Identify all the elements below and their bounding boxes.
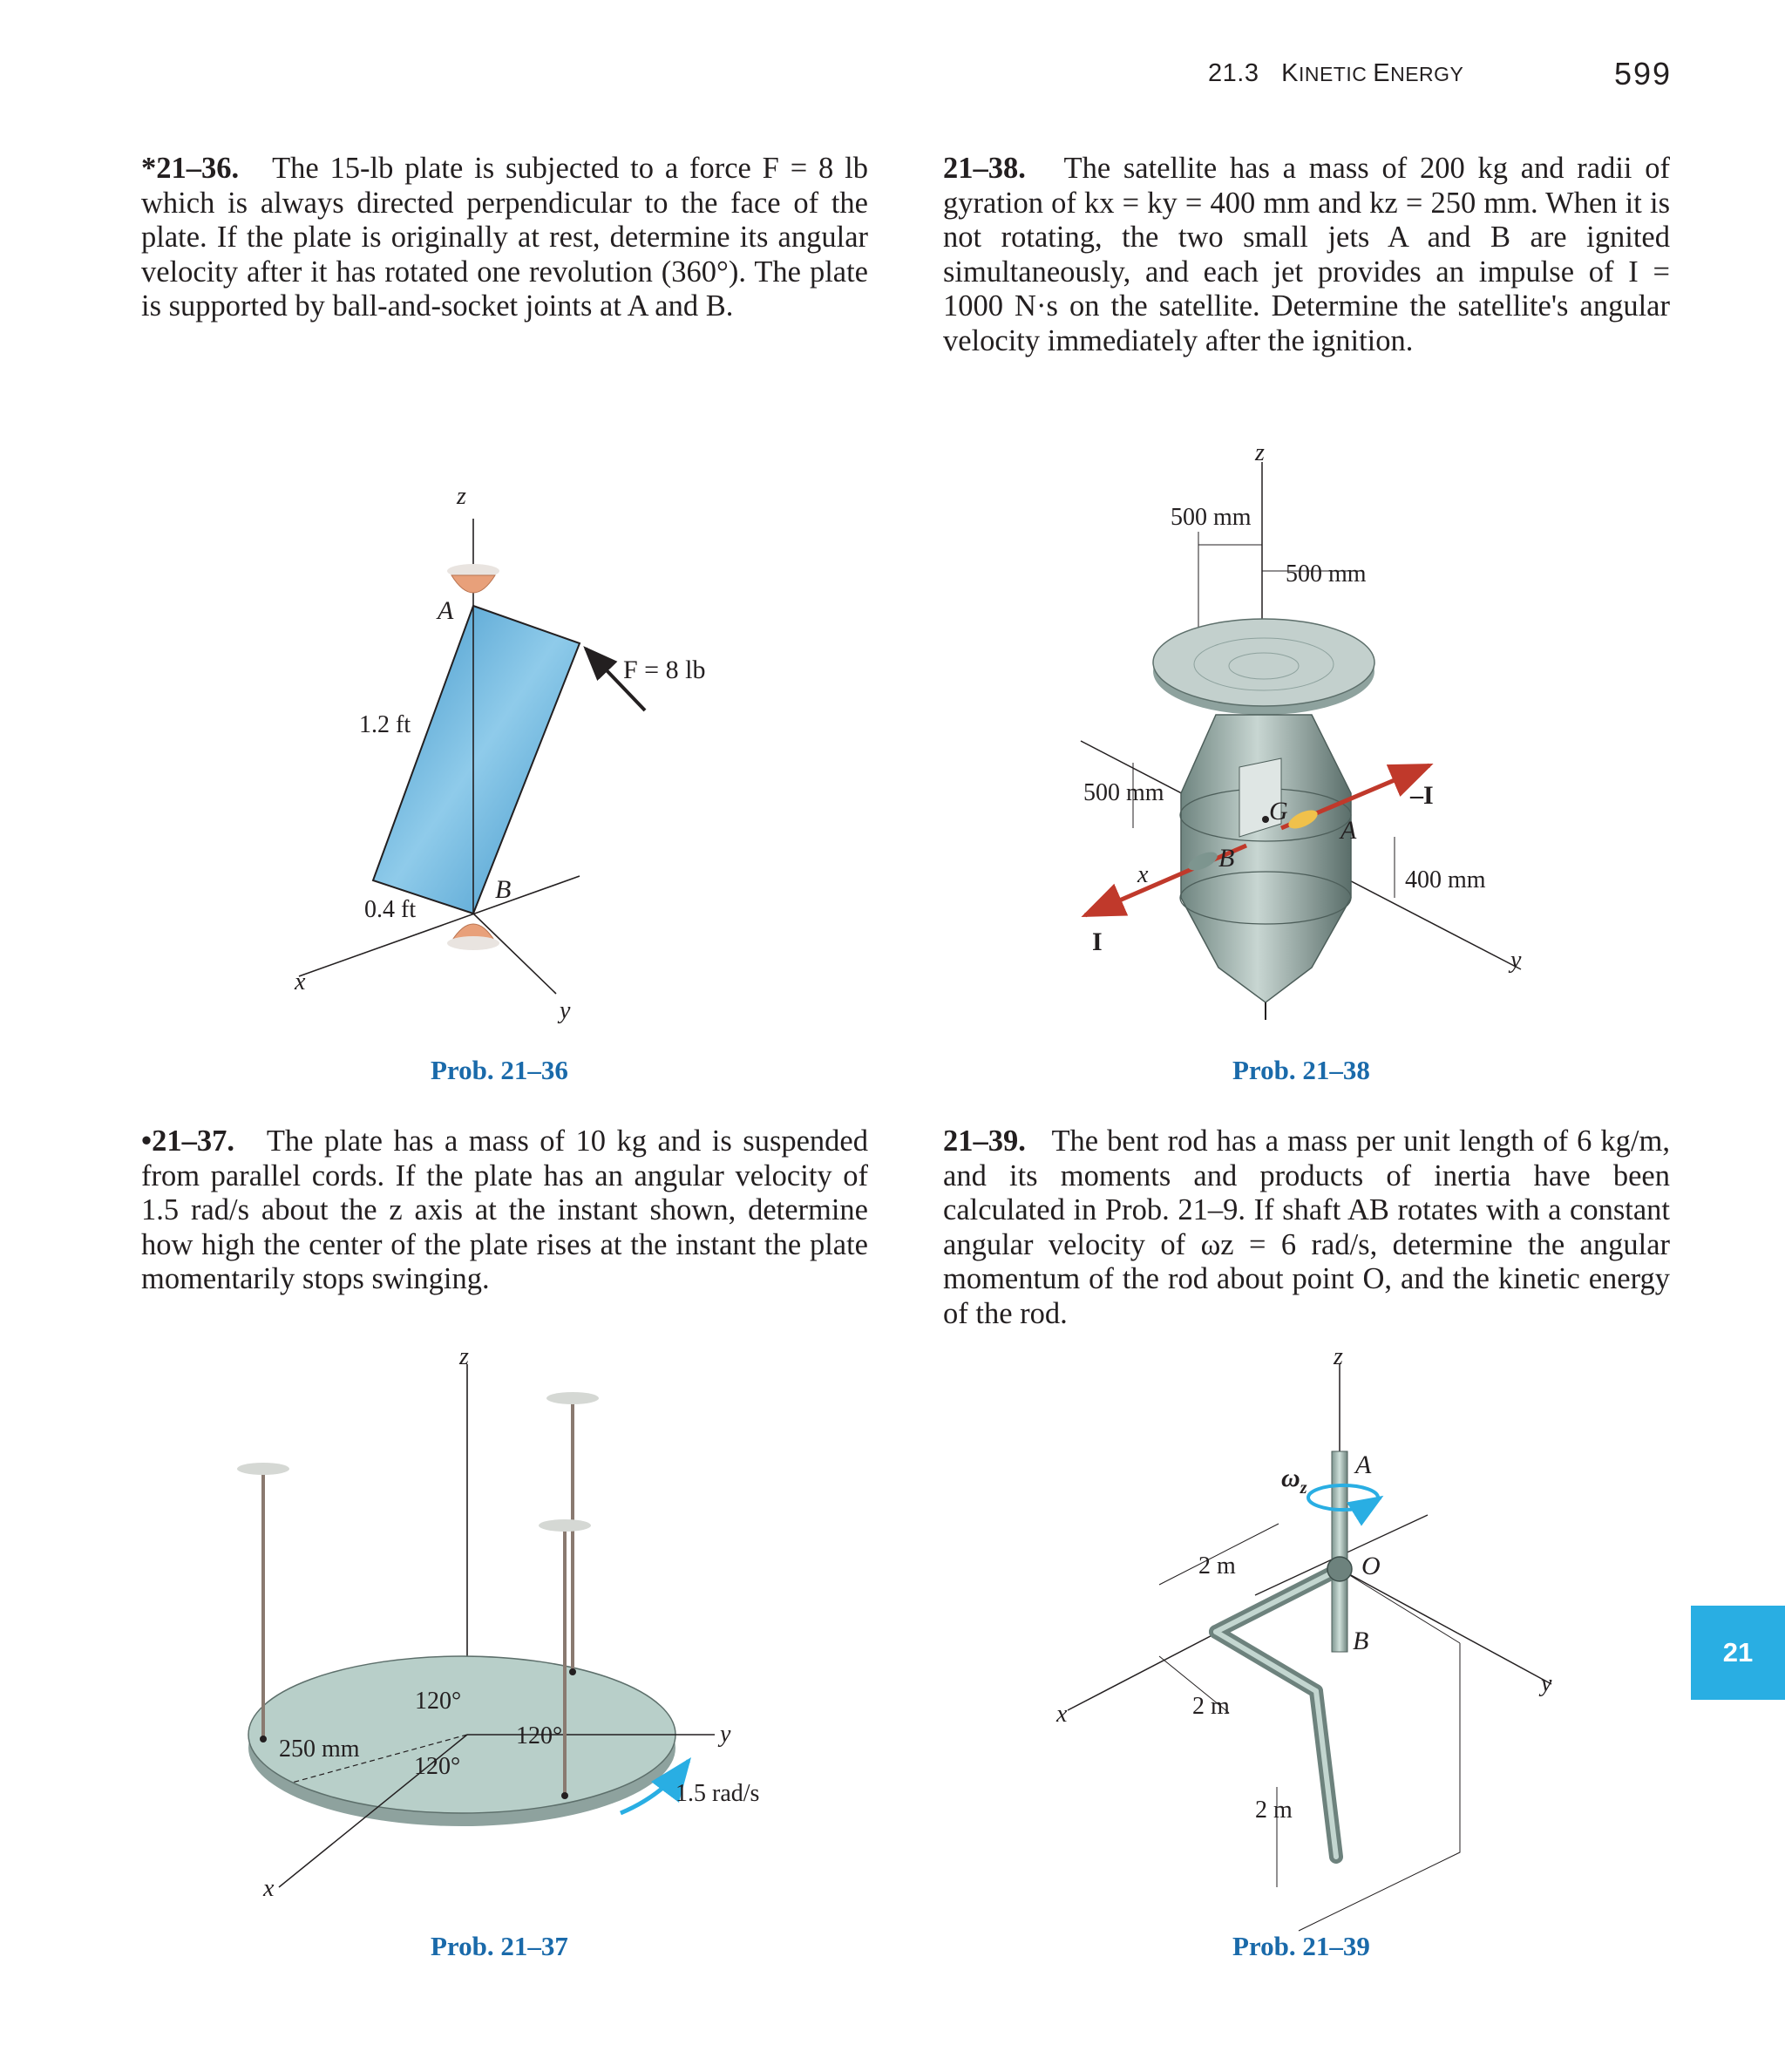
label-dim-top2: 500 mm — [1286, 560, 1367, 588]
label-dim-height: 400 mm — [1405, 866, 1486, 893]
label-omega — [1281, 1464, 1307, 1498]
page-number: 599 — [1614, 56, 1673, 92]
label-A: A — [438, 596, 454, 625]
attach-1 — [260, 1736, 267, 1743]
attach-2 — [569, 1668, 576, 1675]
label-angle3: 120° — [414, 1753, 461, 1780]
label-angle1: 120° — [415, 1688, 462, 1715]
label-impulse-pos: I — [1092, 927, 1103, 956]
label-B: B — [495, 875, 512, 904]
section-title-k: K — [1281, 59, 1299, 87]
label-x: x — [263, 1875, 275, 1902]
antenna-dish — [1153, 619, 1374, 706]
y-axis — [473, 914, 556, 994]
section-title-nergy: NERGY — [1390, 63, 1464, 85]
caption-21-36: Prob. 21–36 — [431, 1055, 568, 1085]
label-y: y — [1541, 1670, 1552, 1697]
hanger-2 — [546, 1392, 599, 1404]
label-x: x — [1056, 1701, 1068, 1728]
label-y: y — [720, 1721, 731, 1748]
shaft-AB — [1332, 1451, 1347, 1652]
label-angle2: 120° — [516, 1722, 563, 1749]
figure-21-38 — [1081, 439, 1522, 1020]
figure-21-39 — [1055, 1343, 1552, 1931]
section-title-e: E — [1373, 59, 1391, 87]
label-A: A — [1340, 816, 1357, 845]
attach-3 — [561, 1792, 568, 1799]
label-y: y — [560, 997, 571, 1024]
caption-21-38: Prob. 21–38 — [1232, 1055, 1370, 1085]
problem-text: The bent rod has a mass per unit length of 6 kg/m, and its moments and products of inertia have been calculated in Prob. 21–9. If shaft AB rotates with a constant angular velocity of ωz = 6 rad/s, determine the angular momentum of the rod about point O, and the kinetic energy of the rod. — [943, 1124, 1670, 1330]
chapter-tab: 21 — [1691, 1606, 1785, 1700]
hanger-1 — [237, 1463, 289, 1475]
section-number: 21.3 — [1208, 59, 1259, 87]
problem-text: The plate has a mass of 10 kg and is suspended from parallel cords. If the plate has an angular velocity of 1.5 rad/s about the z axis at the instant shown, determine how high the center of the plate rises at the instant the plate momentarily stops swinging. — [141, 1124, 868, 1296]
label-len3: 2 m — [1255, 1797, 1293, 1824]
label-dim-top: 500 mm — [1171, 504, 1252, 531]
label-x: x — [1137, 861, 1149, 888]
label-B: B — [1353, 1627, 1369, 1655]
omega-symbol: ω — [1281, 1464, 1300, 1492]
label-x: x — [295, 968, 306, 995]
support-bottom-base — [447, 936, 499, 950]
label-G: G — [1269, 797, 1288, 825]
label-A: A — [1355, 1450, 1372, 1479]
support-top — [451, 575, 495, 593]
label-len1: 2 m — [1198, 1552, 1236, 1579]
y-axis — [1340, 1569, 1551, 1684]
label-omega: 1.5 rad/s — [675, 1780, 760, 1807]
problem-number: *21–36. — [141, 152, 240, 185]
label-z: z — [1334, 1343, 1343, 1370]
label-z: z — [459, 1343, 469, 1370]
label-height: 1.2 ft — [359, 711, 411, 738]
plate — [373, 606, 580, 914]
figure-21-37 — [237, 1343, 759, 1902]
section-title-inetic: INETIC — [1298, 63, 1374, 85]
caption-21-39: Prob. 21–39 — [1232, 1931, 1370, 1961]
label-z: z — [457, 483, 466, 510]
hanger-3 — [539, 1519, 591, 1532]
center-G — [1262, 816, 1269, 823]
label-width: 0.4 ft — [364, 896, 417, 923]
label-len2: 2 m — [1192, 1693, 1230, 1720]
rod-highlight — [1216, 1632, 1316, 1691]
caption-21-37: Prob. 21–37 — [431, 1931, 568, 1961]
label-radius: 250 mm — [279, 1736, 360, 1763]
label-O: O — [1361, 1552, 1381, 1580]
joint-O — [1327, 1557, 1352, 1581]
label-force: F = 8 lb — [623, 656, 706, 684]
omega-subscript: z — [1300, 1478, 1307, 1498]
label-y: y — [1510, 947, 1522, 974]
problem-number: •21–37. — [141, 1124, 234, 1158]
problem-number: 21–38. — [943, 152, 1026, 185]
problem-number: 21–39. — [943, 1124, 1026, 1158]
figure-21-36 — [294, 483, 705, 1024]
label-impulse-neg: –I — [1410, 781, 1434, 810]
problem-text: The 15-lb plate is subjected to a force F = 8 lb which is always directed perpendicular to the face of the plate. If the plate is originally at rest, determine its angular velocity after it has rotated one revolution (360°). The plate is supported by ball-and-socket joints at A and B. — [141, 152, 868, 323]
label-z: z — [1255, 439, 1265, 466]
problem-text: The satellite has a mass of 200 kg and radii of gyration of kx = ky = 400 mm and kz = 250 mm. When it is not rotating, the two small jets A and B are ignited simultaneously, and each jet provides an impulse of I = 1000 N·s on the satellite. Determine the satellite's angular velocity immediately after the ignition. — [943, 152, 1670, 357]
label-dim-side: 500 mm — [1083, 779, 1164, 806]
label-B: B — [1218, 844, 1235, 873]
